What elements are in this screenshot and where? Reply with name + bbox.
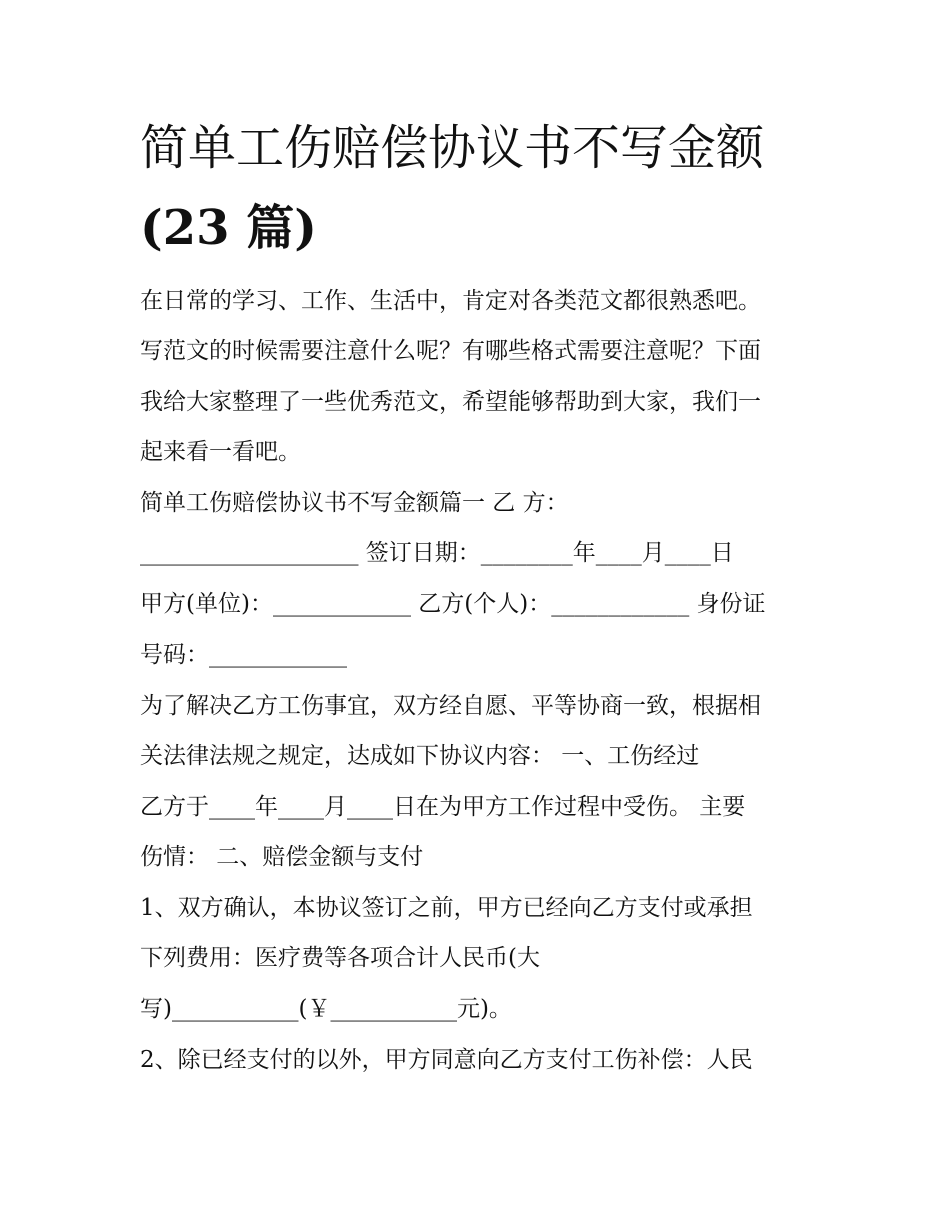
paragraph-line: 为了解决乙方工伤事宜，双方经自愿、平等协商一致，根据相 [140,693,761,719]
clause-line: 2、除已经支付的以外，甲方同意向乙方支付工伤补偿：人民 [140,1047,753,1073]
id-number-line: 号码：____________ [140,642,347,668]
paragraph-line: 乙方于____年____月____日在为甲方工作过程中受伤。 主要 [140,794,746,820]
paragraph-line: 在日常的学习、工作、生活中，肯定对各类范文都很熟悉吧。 [140,288,761,314]
section-heading-line: 简单工伤赔偿协议书不写金额篇一 乙 方： [140,490,569,516]
paragraph-line: 起来看一看吧。 [140,439,301,465]
paragraph-line: 我给大家整理了一些优秀范文，希望能够帮助到大家，我们一 [140,389,761,415]
paragraph-line: 伤情： 二、赔偿金额与支付 [140,844,424,870]
signing-date-line: ___________________ 签订日期：________年____月____日 [140,540,734,566]
paragraph-line: 写范文的时候需要注意什么呢？有哪些格式需要注意呢？下面 [140,338,761,364]
clause-line: 写)___________(￥___________元)。 [140,996,512,1022]
clause-line: 1、双方确认，本协议签订之前，甲方已经向乙方支付或承担 [140,895,753,921]
parties-line: 甲方(单位)：____________ 乙方(个人)：____________ 身份证 [140,591,766,617]
document-title-line-2: (23 篇) [140,200,317,256]
document-title-line-1: 简单工伤赔偿协议书不写金额 [140,120,765,176]
paragraph-line: 关法律法规之规定，达成如下协议内容： 一、工伤经过 [140,743,700,769]
clause-line: 下列费用：医疗费等各项合计人民币(大 [140,945,540,971]
